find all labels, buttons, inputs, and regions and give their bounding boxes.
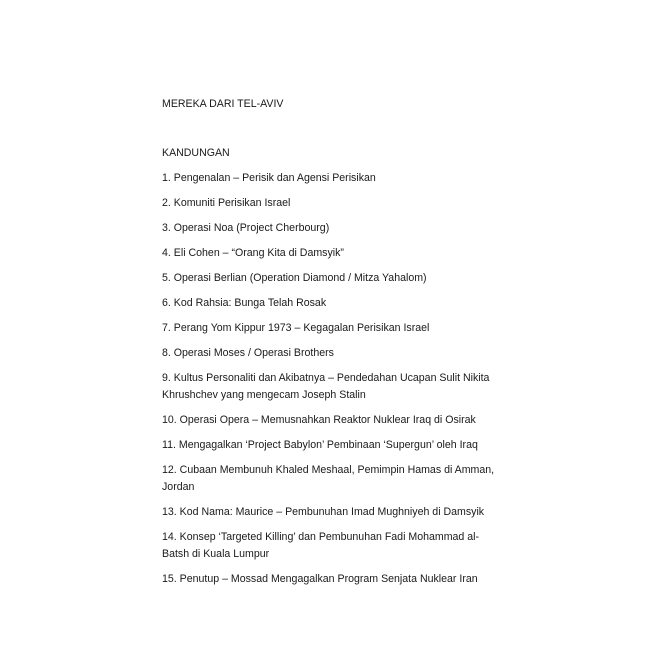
toc-item <box>162 295 522 312</box>
toc-item-line: Batsh di Kuala Lumpur <box>162 548 270 560</box>
toc-item <box>162 504 522 521</box>
document-title: MEREKA DARI TEL-AVIV <box>162 98 284 110</box>
toc-item-line: 6. Kod Rahsia: Bunga Telah Rosak <box>162 297 327 309</box>
contents-heading: KANDUNGAN <box>162 147 230 159</box>
toc-item-line: 14. Konsep ‘Targeted Killing’ dan Pembunuhan Fadi Mohammad al- <box>162 531 480 543</box>
toc-item <box>162 220 522 237</box>
toc-item-line: 7. Perang Yom Kippur 1973 – Kegagalan Perisikan Israel <box>162 322 430 334</box>
toc-item-line: Jordan <box>162 481 195 493</box>
toc-item-line: 1. Pengenalan – Perisik dan Agensi Perisikan <box>162 172 376 184</box>
toc-item <box>162 270 522 287</box>
toc-item-line: 11. Mengagalkan ‘Project Babylon’ Pembinaan ‘Supergun’ oleh Iraq <box>162 439 478 451</box>
toc-item <box>162 170 522 187</box>
toc-item-line: 3. Operasi Noa (Project Cherbourg) <box>162 222 330 234</box>
toc-item <box>162 370 522 404</box>
toc-item <box>162 462 522 496</box>
document-page <box>162 96 522 596</box>
toc-item <box>162 437 522 454</box>
toc-item <box>162 529 522 563</box>
toc-item-line: 12. Cubaan Membunuh Khaled Meshaal, Pemimpin Hamas di Amman, <box>162 464 495 476</box>
toc-item <box>162 195 522 212</box>
toc-item <box>162 345 522 362</box>
toc-item-line: Khrushchev yang mengecam Joseph Stalin <box>162 389 366 401</box>
toc-item <box>162 571 522 588</box>
table-of-contents <box>162 170 522 588</box>
toc-item <box>162 412 522 429</box>
toc-item-line: 2. Komuniti Perisikan Israel <box>162 197 291 209</box>
toc-item-line: 4. Eli Cohen – “Orang Kita di Damsyik” <box>162 247 344 259</box>
toc-item-line: 8. Operasi Moses / Operasi Brothers <box>162 347 334 359</box>
toc-item-line: 10. Operasi Opera – Memusnahkan Reaktor Nuklear Iraq di Osirak <box>162 414 476 426</box>
toc-item <box>162 245 522 262</box>
toc-item-line: 13. Kod Nama: Maurice – Pembunuhan Imad Mughniyeh di Damsyik <box>162 506 485 518</box>
toc-item <box>162 320 522 337</box>
toc-item-line: 15. Penutup – Mossad Mengagalkan Program Senjata Nuklear Iran <box>162 573 478 585</box>
toc-item-line: 5. Operasi Berlian (Operation Diamond / Mitza Yahalom) <box>162 272 427 284</box>
toc-item-line: 9. Kultus Personaliti dan Akibatnya – Pendedahan Ucapan Sulit Nikita <box>162 372 490 384</box>
